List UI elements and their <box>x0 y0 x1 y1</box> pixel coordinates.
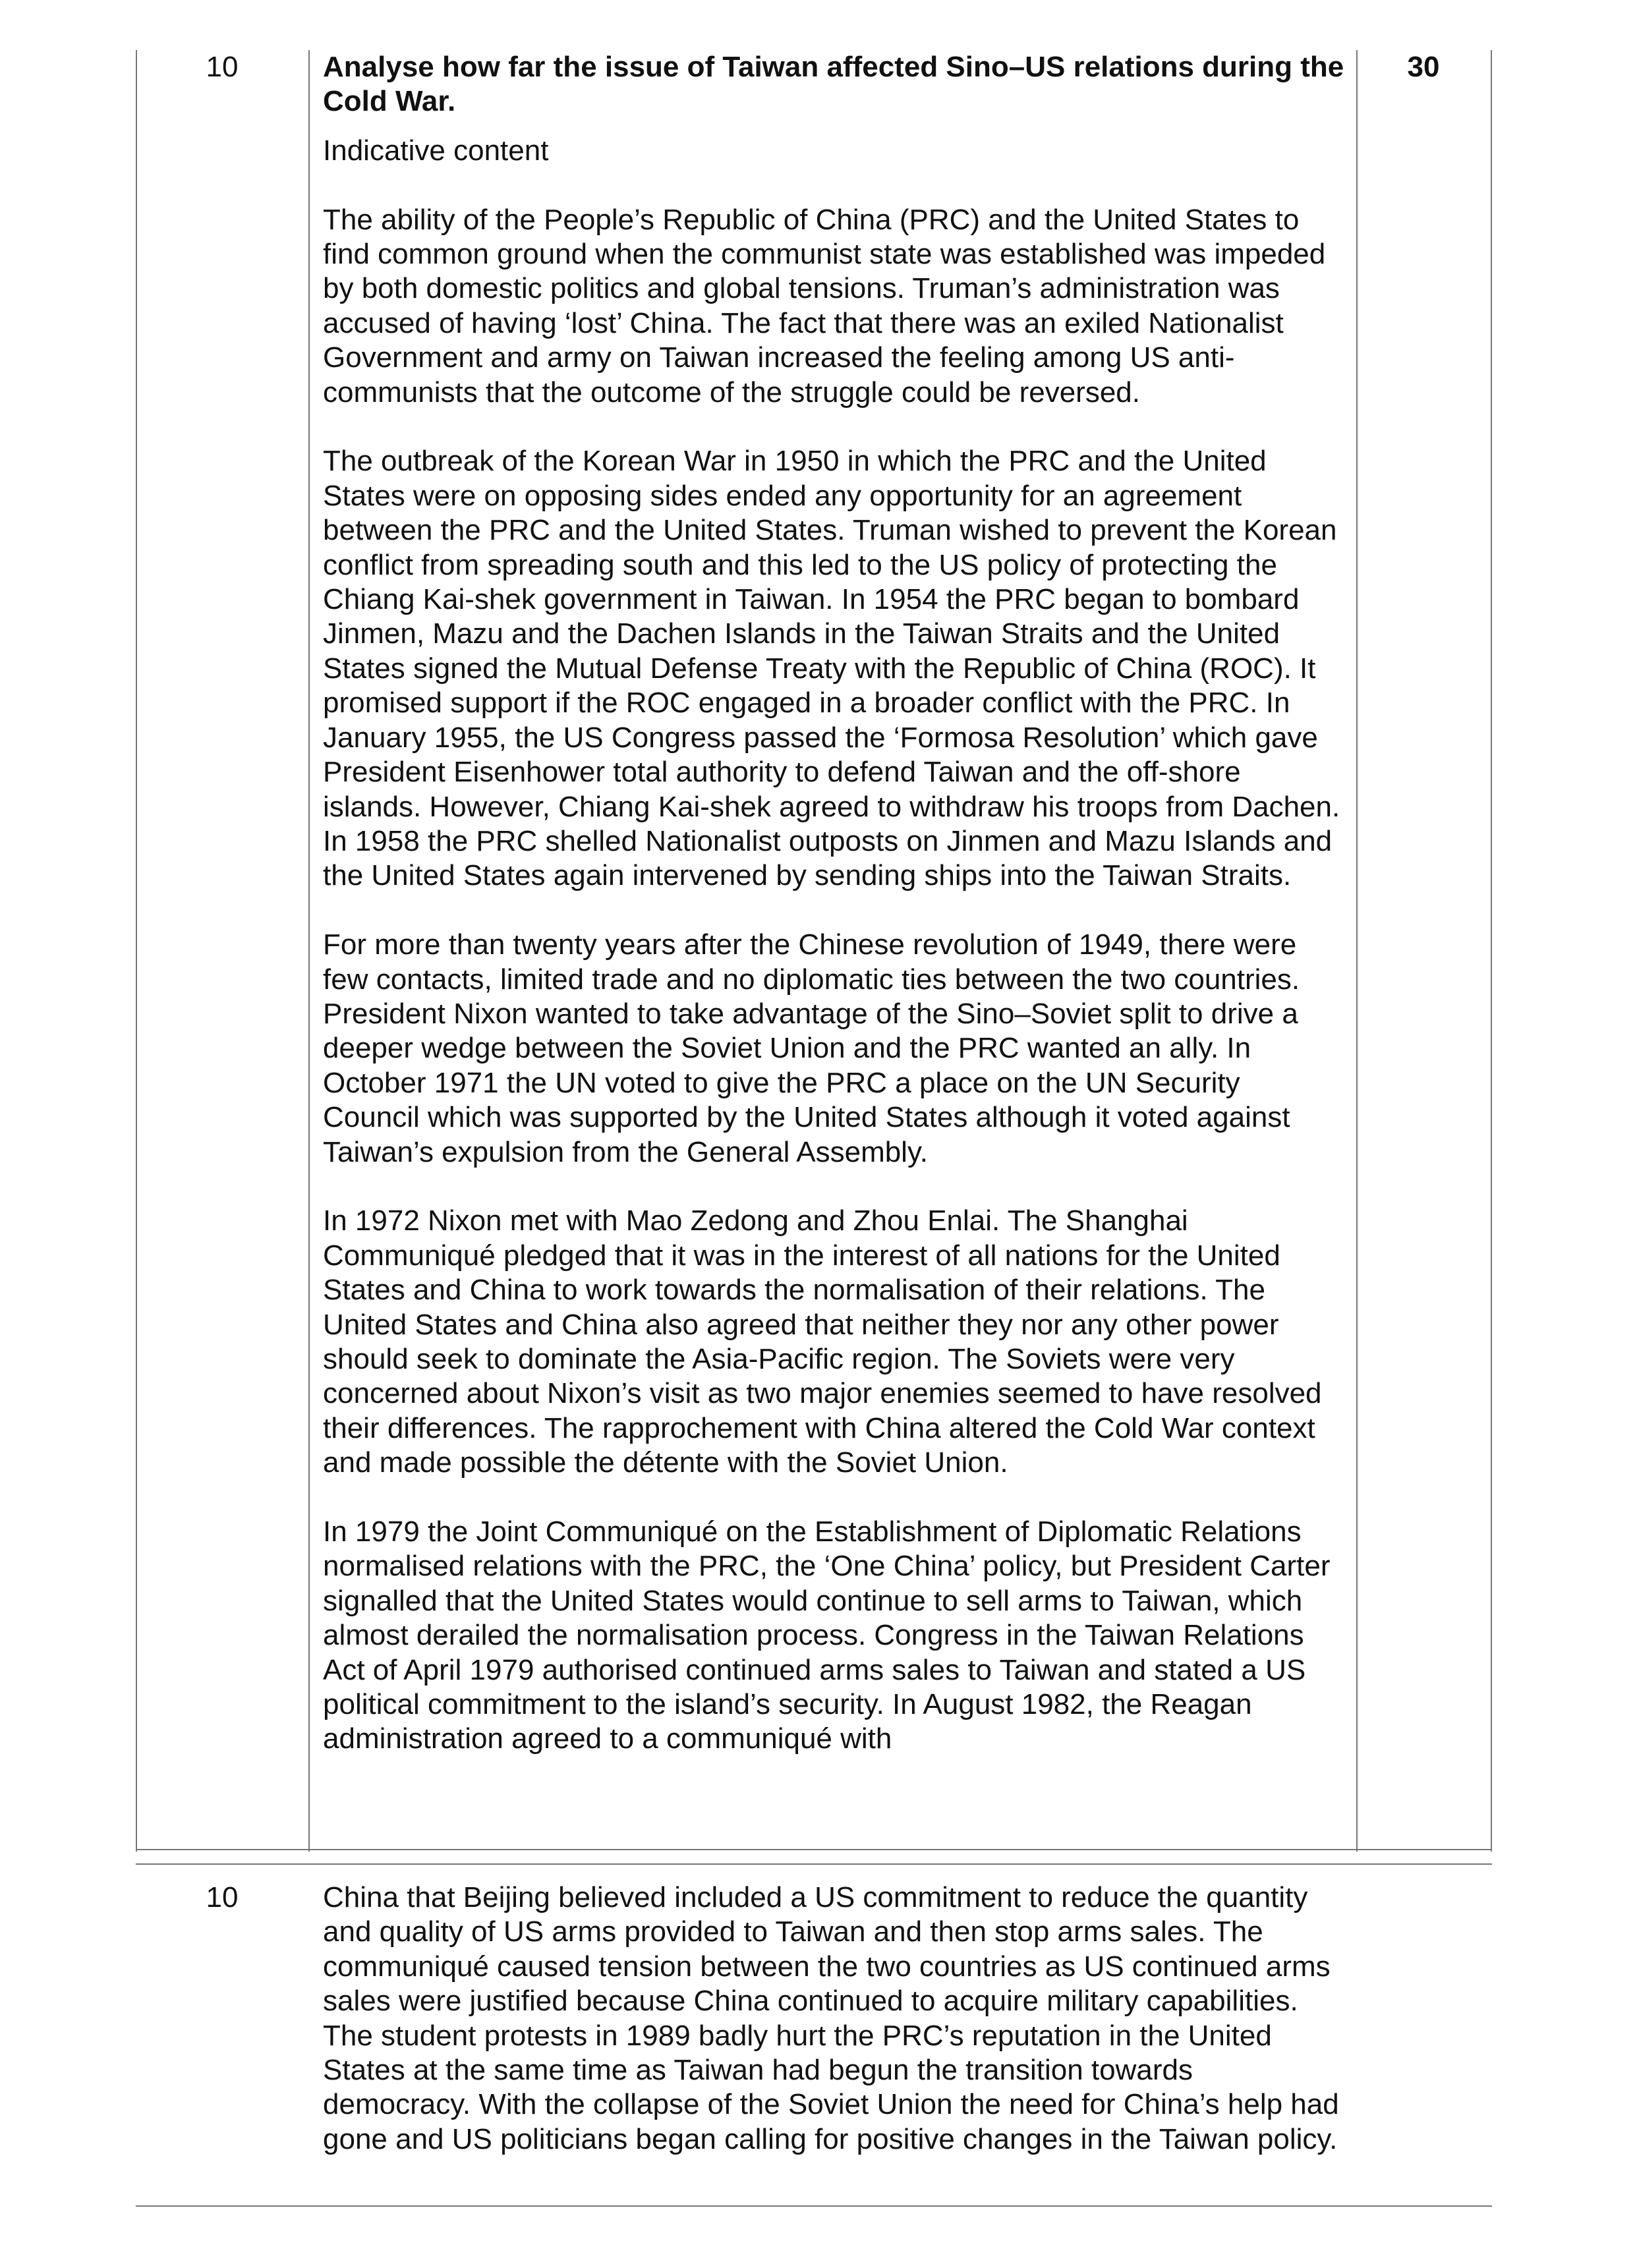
row-separator-bottom <box>136 1863 1492 1865</box>
column-divider-1 <box>308 50 310 1852</box>
question-number: 10 <box>206 51 239 83</box>
paragraph: The outbreak of the Korean War in 1950 in which the PRC and the United States were on opposing sides ended any opportunity for an agreement between the PRC and the United States. Truman wished to prevent the Korean conflict from spreading south and this led to the US policy of protecting the Chiang Kai-shek government in Taiwan. In 1954 the PRC began to bombard Jinmen, Mazu and the Dachen Islands in the Taiwan Straits and the United States signed the Mutual Defense Treaty with the Republic of China (ROC). It promised support if the ROC engaged in a broader conflict with the PRC. In January 1955, the US Congress passed the ‘Formosa Resolution’ which gave President Eisenhower total authority to defend Taiwan and the off-shore islands. However, Chiang Kai-shek agreed to withdraw his troops from Dachen. In 1958 the PRC shelled Nationalist outposts on Jinmen and Mazu Islands and the United States again intervened by sending ships into the Taiwan Straits. <box>323 445 1340 892</box>
table-border-left <box>136 50 137 1852</box>
paragraph: In 1972 Nixon met with Mao Zedong and Zhou Enlai. The Shanghai Communiqué pledged that it was in the interest of all nations for the United States and China to work towards the normalisation of their relations. The United States and China also agreed that neither they nor any other power should seek to dominate the Asia-Pacific region. The Soviets were very concerned about Nixon’s visit as two major enemies seemed to have resolved their differences. The rapprochement with China altered the Cold War context and made possible the détente with the Soviet Union. <box>323 1205 1322 1479</box>
table-border-right <box>1491 50 1492 1852</box>
row-1-content <box>323 50 1344 1757</box>
question-text: Analyse how far the issue of Taiwan affected Sino–US relations during the Cold War. <box>323 51 1344 118</box>
paragraph: For more than twenty years after the Chinese revolution of 1949, there were few contacts, limited trade and no diplomatic ties between the two countries. President Nixon wanted to take advantage of the Sino–Soviet split to drive a deeper wedge between the Soviet Union and the PRC wanted an ally. In October 1971 the UN voted to give the PRC a place on the UN Security Council which was supported by the United States although it voted against Taiwan’s expulsion from the General Assembly. <box>323 928 1300 1168</box>
paragraph: The ability of the People’s Republic of China (PRC) and the United States to find common ground when the communist state was established was impeded by both domestic politics and global tensions. Truman’s administration was accused of having ‘lost’ China. The fact that there was an exiled Nationalist Government and army on Taiwan increased the feeling among US anti-communists that the outcome of the struggle could be reversed. <box>323 203 1326 409</box>
row-2-content <box>323 1881 1344 2157</box>
column-divider-2 <box>1356 50 1358 1852</box>
question-number: 10 <box>206 1881 239 1914</box>
paragraph: China that Beijing believed included a US commitment to reduce the quantity and quality of US arms provided to Taiwan and then stop arms sales. The communiqué caused tension between the two countries as US continued arms sales were justified because China continued to acquire military capabilities. The student protests in 1989 badly hurt the PRC’s reputation in the United States at the same time as Taiwan had begun the transition towards democracy. With the collapse of the Soviet Union the need for China’s help had gone and US politicians began calling for positive changes in the Taiwan policy. <box>323 1881 1339 2155</box>
table-border-bottom <box>136 2205 1492 2207</box>
row-separator-top <box>136 1849 1492 1850</box>
marks-value: 30 <box>1407 51 1440 83</box>
paragraph: In 1979 the Joint Communiqué on the Establishment of Diplomatic Relations normalised relations with the PRC, the ‘One China’ policy, but President Carter signalled that the United States would continue to sell arms to Taiwan, which almost derailed the normalisation process. Congress in the Taiwan Relations Act of April 1979 authorised continued arms sales to Taiwan and stated a US political commitment to the island’s security. In August 1982, the Reagan administration agreed to a communiqué with <box>323 1515 1331 1755</box>
indicative-content-heading: Indicative content <box>323 134 549 167</box>
